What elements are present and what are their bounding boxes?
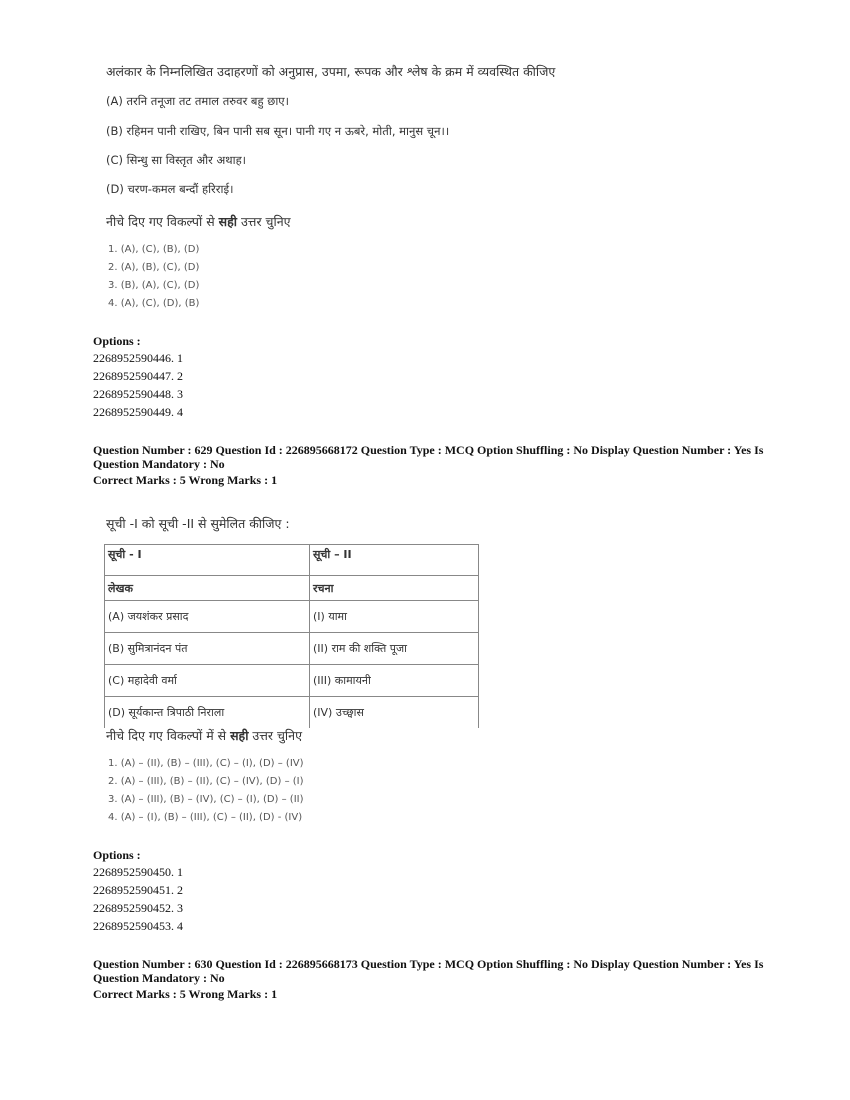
table-row	[105, 601, 479, 633]
q628-item-d: (D) चरण-कमल बन्दौं हरिराई।	[106, 182, 234, 196]
q629-options-label: Options :	[93, 848, 141, 862]
table-cell-work: (IV) उच्छ्वास	[310, 697, 479, 729]
q628-choose-bold: सही	[218, 214, 237, 229]
q629-choice-4: 4. (A) – (I), (B) – (III), (C) – (II), (D) - (IV)	[108, 812, 303, 823]
q629-option-1: 2268952590450. 1	[93, 865, 183, 879]
q629-meta-line2: Question Mandatory : No	[93, 457, 225, 471]
q628-instruction: अलंकार के निम्नलिखित उदाहरणों को अनुप्रास, उपमा, रूपक और श्लेष के क्रम में व्यवस्थित कीजिए	[106, 64, 556, 79]
q628-choose-suffix: उत्तर चुनिए	[236, 214, 291, 229]
table-cell-author: (B) सुमित्रानंदन पंत	[105, 633, 310, 665]
q628-item-a: (A) तरनि तनूजा तट तमाल तरुवर बहु छाए।	[106, 94, 290, 108]
q628-options-list	[93, 349, 183, 421]
q629-choose-prompt	[106, 727, 302, 744]
q628-choice-4: 4. (A), (C), (D), (B)	[108, 298, 200, 309]
q628-choice-list	[108, 241, 199, 313]
table-cell-author: (A) जयशंकर प्रसाद	[105, 601, 310, 633]
table-cell-work: (II) राम की शक्ति पूजा	[310, 633, 479, 665]
q630-meta-line2: Question Mandatory : No	[93, 971, 225, 985]
q628-option-4: 2268952590449. 4	[93, 405, 183, 419]
q629-choose-prefix: नीचे दिए गए विकल्पों में से	[106, 728, 231, 743]
q629-option-3: 2268952590452. 3	[93, 901, 183, 915]
q629-option-4: 2268952590453. 4	[93, 919, 183, 933]
q629-meta	[93, 443, 763, 487]
q630-meta-line1: Question Number : 630 Question Id : 226895668173 Question Type : MCQ Option Shuffling : No Display Question Number : Yes Is	[93, 957, 764, 971]
q629-instruction: सूची -I को सूची -II से सुमेलित कीजिए :	[106, 516, 290, 531]
q629-choose-bold: सही	[230, 728, 249, 743]
table-header-list2: सूची – II	[310, 545, 479, 576]
q629-meta-line1: Question Number : 629 Question Id : 226895668172 Question Type : MCQ Option Shuffling : No Display Question Number : Yes Is	[93, 443, 764, 457]
q629-meta-line3: Correct Marks : 5 Wrong Marks : 1	[93, 473, 278, 487]
table-cell-author: (D) सूर्यकान्त त्रिपाठी निराला	[105, 697, 310, 729]
table-cell-author: (C) महादेवी वर्मा	[105, 665, 310, 697]
table-cell-work: (III) कामायनी	[310, 665, 479, 697]
q628-option-2: 2268952590447. 2	[93, 369, 183, 383]
table-header-row	[105, 545, 479, 576]
q628-item-b: (B) रहिमन पानी राखिए, बिन पानी सब सून। पानी गए न ऊबरे, मोती, मानुस चून।।	[106, 124, 450, 138]
q628-choice-1: 1. (A), (C), (B), (D)	[108, 244, 200, 255]
q629-match-table	[104, 544, 479, 728]
table-subheader-row	[105, 576, 479, 601]
table-row	[105, 665, 479, 697]
q629-choice-1: 1. (A) – (II), (B) – (III), (C) – (I), (D) – (IV)	[108, 758, 304, 769]
table-header-list1: सूची - I	[105, 545, 310, 576]
q629-choice-3: 3. (A) – (III), (B) – (IV), (C) – (I), (D) – (II)	[108, 794, 304, 805]
q628-choose-prompt	[106, 213, 291, 230]
q629-choice-2: 2. (A) – (III), (B) – (II), (C) – (IV), (D) – (I)	[108, 776, 304, 787]
q629-choose-suffix: उत्तर चुनिए	[248, 728, 303, 743]
q629-options-list	[93, 863, 183, 935]
table-subheader-work: रचना	[310, 576, 479, 601]
q628-item-c: (C) सिन्धु सा विस्तृत और अथाह।	[106, 153, 247, 167]
q630-meta	[93, 957, 763, 1001]
q628-choice-2: 2. (A), (B), (C), (D)	[108, 262, 200, 273]
q629-option-2: 2268952590451. 2	[93, 883, 183, 897]
q630-meta-line3: Correct Marks : 5 Wrong Marks : 1	[93, 987, 278, 1001]
table-cell-work: (I) यामा	[310, 601, 479, 633]
q628-choose-prefix: नीचे दिए गए विकल्पों से	[106, 214, 219, 229]
q628-option-1: 2268952590446. 1	[93, 351, 183, 365]
q628-choice-3: 3. (B), (A), (C), (D)	[108, 280, 200, 291]
q628-options-label: Options :	[93, 334, 141, 348]
q629-choice-list	[108, 755, 304, 827]
table-subheader-author: लेखक	[105, 576, 310, 601]
table-row	[105, 633, 479, 665]
table-row	[105, 697, 479, 729]
q628-option-3: 2268952590448. 3	[93, 387, 183, 401]
